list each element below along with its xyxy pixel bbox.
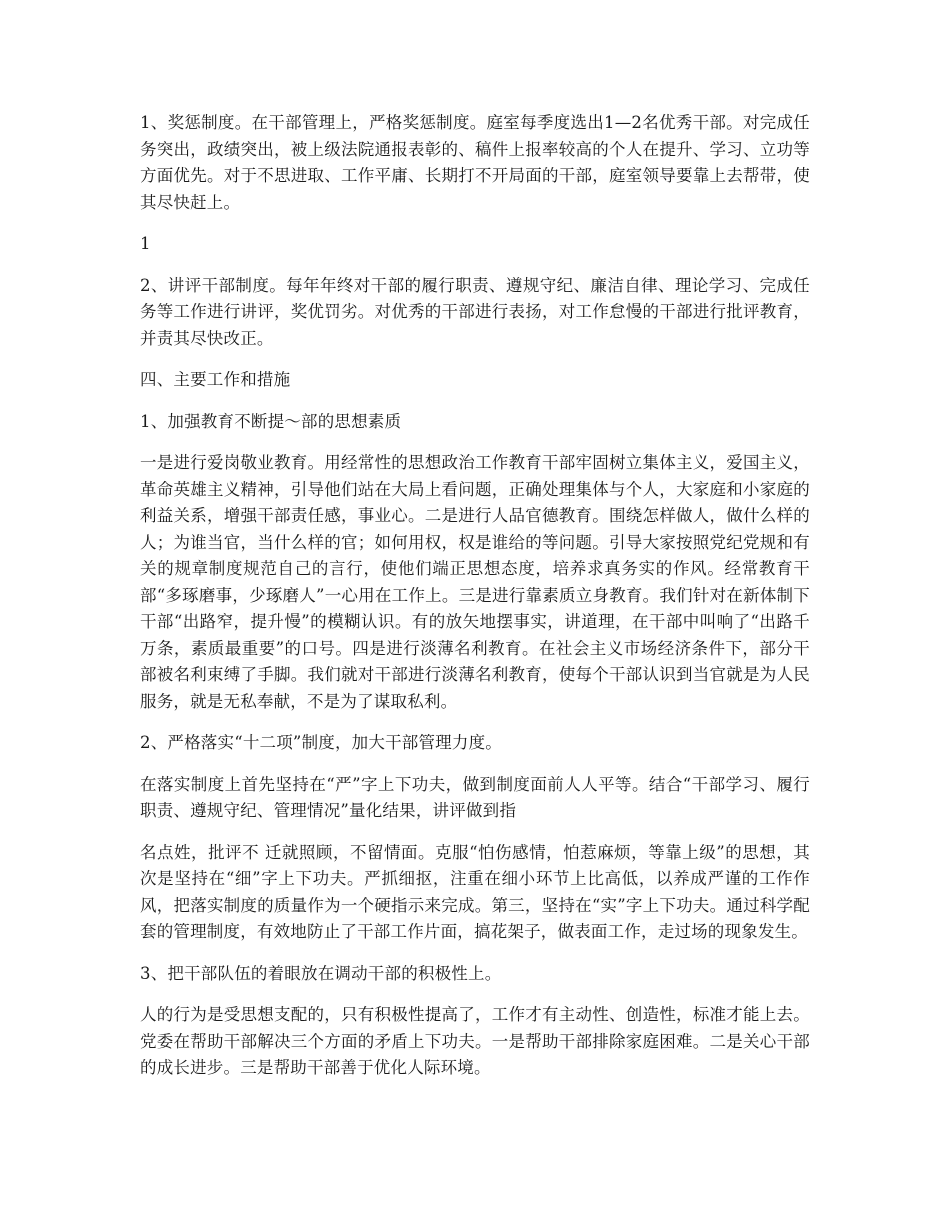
subheading-motivation: 3、把干部队伍的着眼放在调动干部的积极性上。 — [140, 963, 502, 983]
paragraph-education: 一是进行爱岗敬业教育。用经常性的思想政治工作教育干部牢固树立集体主义，爱国主义，革命英雄主义精神，引导他们站在大局上看问题，正确处理集体与个人，大家庭和小家庭的利益关系，增强干部责任感，事业心。二是进行人品官德教育。围绕怎样做人，做什么样的人；为谁当官，当什么样的官；如何用权，权是谁给的等问题。引导大家按照党纪党规和有关的规章制度规范自己的言行，使他们端正思想态度，培养求真务实的作风。经常教育干部“多琢磨事，少琢磨人”一心用在工作上。三是进行靠素质立身教育。我们针对在新体制下干部“出路窄，提升慢”的模糊认识。有的放矢地摆事实，讲道理，在干部中叫响了“出路千万条，素质最重要”的口号。四是进行淡薄名利教育。在社会主义市场经济条件下，部分干部被名利束缚了手脚。我们就对干部进行淡薄名利教育，使每个干部认识到当官就是为人民服务，就是无私奉献，不是为了谋取私利。 — [140, 453, 810, 711]
subheading-education: 1、加强教育不断提～部的思想素质 — [140, 411, 402, 431]
subheading-twelve-rules: 2、严格落实“十二项”制度，加大干部管理力度。 — [140, 733, 502, 752]
document-page — [140, 110, 810, 1097]
paragraph-criticism: 名点姓，批评不 迁就照顾，不留情面。克服“怕伤感情，怕惹麻烦，等靠上级”的思想，其次是坚持在“细”字上下功夫。严抓细抠，注重在细小环节上比高低，以养成严谨的工作作风，把落实制度的质量作为一个硬指示来完成。第三，坚持在“实”字上下功夫。通过科学配套的管理制度，有效地防止了干部工作片面，搞花架子，做表面工作，走过场的现象发生。 — [140, 842, 810, 941]
paragraph-review-system: 2、讲评干部制度。每年年终对干部的履行职责、遵规守纪、廉洁自律、理论学习、完成任务等工作进行讲评，奖优罚劣。对优秀的干部进行表扬，对工作怠慢的干部进行批评教育，并责其尽快改正。 — [140, 275, 810, 348]
paragraph-motivation: 人的行为是受思想支配的，只有积极性提高了，工作才有主动性、创造性，标准才能上去。党委在帮助干部解决三个方面的矛盾上下功夫。一是帮助干部排除家庭困难。二是关心干部的成长进步。三是帮助干部善于优化人际环境。 — [140, 1005, 810, 1077]
paragraph-strict-implementation: 在落实制度上首先坚持在“严”字上下功夫，做到制度面前人人平等。结合“干部学习、履行职责、遵规守纪、管理情况”量化结果，讲评做到指 — [140, 774, 810, 820]
section-heading: 四、主要工作和措施 — [140, 370, 291, 389]
page-number: 1 — [140, 234, 151, 253]
paragraph-reward-punishment: 1、奖惩制度。在干部管理上，严格奖惩制度。庭室每季度选出1—2名优秀干部。对完成任务突出，政绩突出，被上级法院通报表彰的、稿件上报率较高的个人在提升、学习、立功等方面优先。对于不思进取、工作平庸、长期打不开局面的干部，庭室领导要靠上去帮带，使其尽快赶上。 — [140, 113, 810, 212]
